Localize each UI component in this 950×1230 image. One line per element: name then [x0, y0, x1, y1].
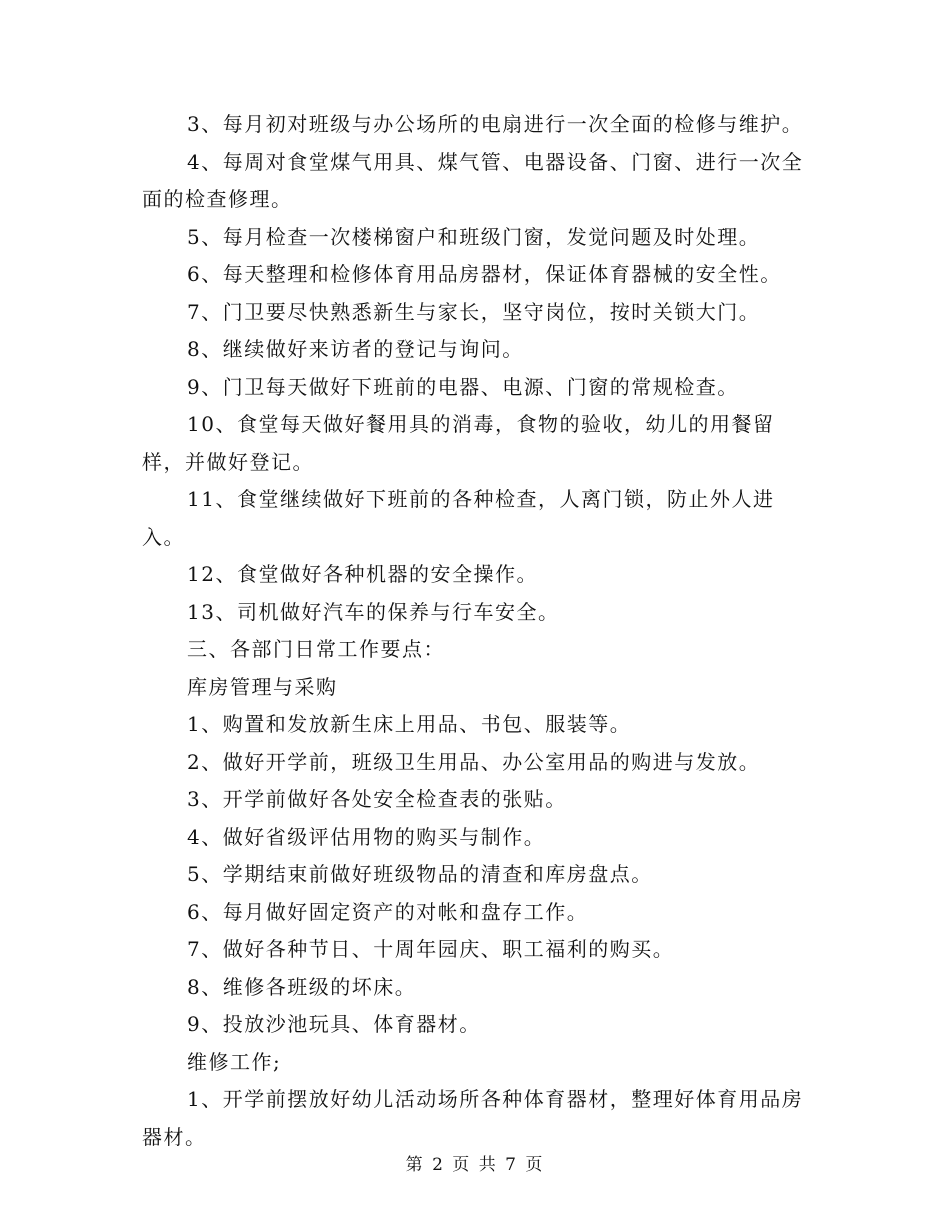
footer-total-pages: 7 — [505, 1155, 518, 1175]
paragraph-warehouse-item-5: 5、学期结束前做好班级物品的清查和库房盘点。 — [187, 862, 653, 886]
paragraph-item-6-sports-equipment: 6、每天整理和检修体育用品房器材，保证体育器械的安全性。 — [187, 262, 782, 286]
footer-middle: 页 共 — [452, 1155, 498, 1175]
paragraph-item-13-driver: 13、司机做好汽车的保养与行车安全。 — [187, 599, 560, 624]
paragraph-warehouse-item-2: 2、做好开学前，班级卫生用品、办公室用品的购进与发放。 — [187, 749, 761, 774]
paragraph-warehouse-item-8: 8、维修各班级的坏床。 — [187, 974, 417, 999]
paragraph-maintenance-item-1: 1、开学前摆放好幼儿活动场所各种体育器材，整理好体育用品房器材。 — [142, 1087, 804, 1149]
paragraph-warehouse-item-6: 6、每月做好固定资产的对帐和盘存工作。 — [187, 899, 589, 924]
paragraph-warehouse-item-9: 9、投放沙池玩具、体育器材。 — [187, 1012, 481, 1036]
paragraph-item-3-fans: 3、每月初对班级与办公场所的电扇进行一次全面的检修与维护。 — [187, 112, 804, 136]
page-footer — [0, 1150, 950, 1175]
subheading-warehouse-purchasing: 库房管理与采购 — [187, 674, 338, 699]
section-heading-daily-work: 三、各部门日常工作要点： — [187, 637, 445, 661]
document-body — [142, 106, 812, 1156]
paragraph-item-12-canteen-machines: 12、食堂做好各种机器的安全操作。 — [187, 562, 538, 586]
paragraph-warehouse-item-4: 4、做好省级评估用物的购买与制作。 — [187, 824, 546, 849]
paragraph-item-4-canteen-gas: 4、每周对食堂煤气用具、煤气管、电器设备、门窗、进行一次全面的检查修理。 — [142, 149, 804, 211]
paragraph-warehouse-item-3: 3、开学前做好各处安全检查表的张贴。 — [187, 787, 567, 811]
paragraph-item-7-guard-gate: 7、门卫要尽快熟悉新生与家长，坚守岗位，按时关锁大门。 — [187, 299, 761, 324]
footer-prefix: 第 — [405, 1155, 425, 1175]
subheading-maintenance-work: 维修工作; — [187, 1049, 282, 1074]
footer-current-page: 2 — [432, 1155, 445, 1175]
paragraph-item-9-guard-check: 9、门卫每天做好下班前的电器、电源、门窗的常规检查。 — [187, 374, 739, 399]
footer-suffix: 页 — [525, 1155, 545, 1175]
paragraph-warehouse-item-7: 7、做好各种节日、十周年园庆、职工福利的购买。 — [187, 937, 675, 961]
paragraph-item-5-windows: 5、每月检查一次楼梯窗户和班级门窗，发觉问题及时处理。 — [187, 224, 761, 249]
paragraph-item-10-canteen-disinfection: 10、食堂每天做好餐用具的消毒，食物的验收，幼儿的用餐留样，并做好登记。 — [142, 412, 775, 474]
paragraph-item-8-visitors: 8、继续做好来访者的登记与询问。 — [187, 337, 524, 361]
paragraph-warehouse-item-1: 1、购置和发放新生床上用品、书包、服装等。 — [187, 712, 632, 736]
paragraph-item-11-canteen-check: 11、食堂继续做好下班前的各种检查，人离门锁，防止外人进入。 — [142, 487, 775, 549]
